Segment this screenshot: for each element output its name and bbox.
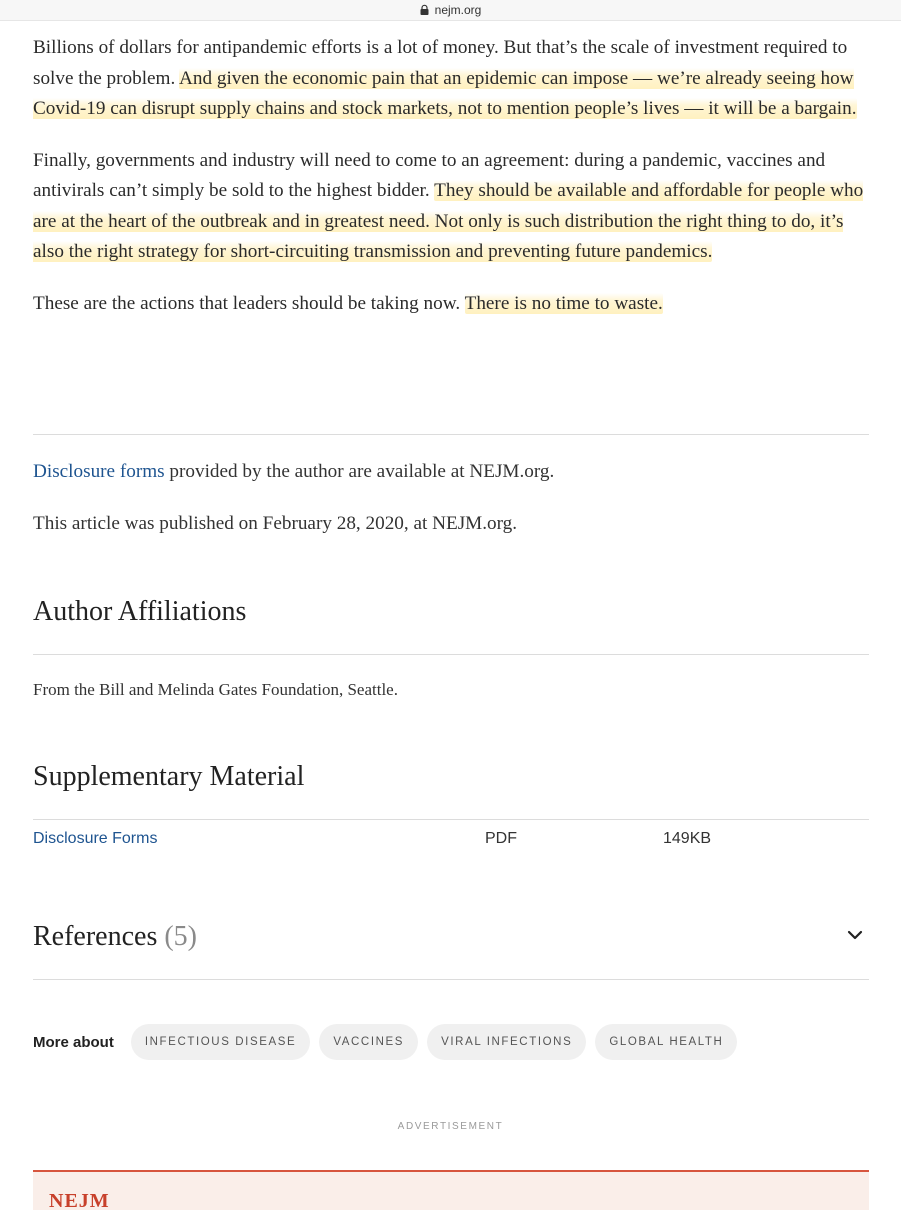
references-heading: References (33, 921, 158, 952)
advertisement-banner[interactable] (33, 1170, 869, 1210)
divider (33, 819, 869, 820)
divider (33, 434, 869, 435)
tag-global-health[interactable]: GLOBAL HEALTH (595, 1024, 737, 1060)
chevron-down-icon[interactable] (846, 926, 864, 944)
paragraph-funding (33, 33, 869, 125)
lock-icon (420, 5, 429, 15)
disclosure-forms-download-link[interactable]: Disclosure Forms (33, 830, 158, 847)
nejm-logo: NEJM (49, 1190, 110, 1212)
highlighted-text: There is no time to waste. (464, 292, 663, 314)
more-about-bar (33, 1024, 746, 1060)
references-count: (5) (164, 921, 198, 952)
highlighted-text: And given the economic pain that an epidemic can impose — we’re already seeing how Covid-19 can disrupt supply chains and stock markets, not to mention people’s lives — it will be a bargain. (33, 67, 857, 119)
tag-vaccines[interactable]: VACCINES (319, 1024, 418, 1060)
url-bar[interactable] (0, 0, 901, 21)
more-about-label: More about (33, 1033, 114, 1051)
highlighted-text: They should be available and affordable for people who are at the heart of the outbreak and in greatest need. Not only is such distribution the right thing to do, it’s also the right strategy for short-circuiting transmission and preventing future pandemics. (33, 180, 864, 262)
supplementary-material-heading: Supplementary Material (33, 761, 305, 792)
published-line: This article was published on February 28, 2020, at NEJM.org. (33, 513, 518, 534)
affiliation-text: From the Bill and Melinda Gates Foundation, Seattle. (33, 680, 398, 699)
file-type: PDF (485, 830, 517, 847)
paragraph-conclusion (33, 289, 869, 320)
tag-infectious-disease[interactable]: INFECTIOUS DISEASE (131, 1024, 311, 1060)
paragraph-distribution (33, 146, 869, 268)
paragraph-text: Finally, governments and industry will need to come to an agreement: during a pandemic, vaccines and antivirals can’t simply be sold to the highest bidder. (33, 149, 826, 201)
file-size: 149KB (663, 830, 712, 847)
article-body (33, 33, 869, 340)
advertisement-label: ADVERTISEMENT (397, 1121, 504, 1132)
references-toggle[interactable] (33, 921, 197, 953)
author-affiliations-heading: Author Affiliations (33, 596, 247, 627)
tag-viral-infections[interactable]: VIRAL INFECTIONS (427, 1024, 586, 1060)
disclosure-text: provided by the author are available at NEJM.org. (164, 461, 555, 482)
paragraph-text: These are the actions that leaders should be taking now. (33, 292, 465, 314)
url-text: nejm.org (434, 3, 482, 17)
disclosure-line (33, 461, 554, 483)
disclosure-forms-link[interactable]: Disclosure forms (33, 461, 165, 482)
divider (33, 979, 869, 980)
divider (33, 654, 869, 655)
paragraph-text: Billions of dollars for antipandemic efforts is a lot of money. But that’s the scale of investment required to solve the problem. (33, 37, 848, 89)
